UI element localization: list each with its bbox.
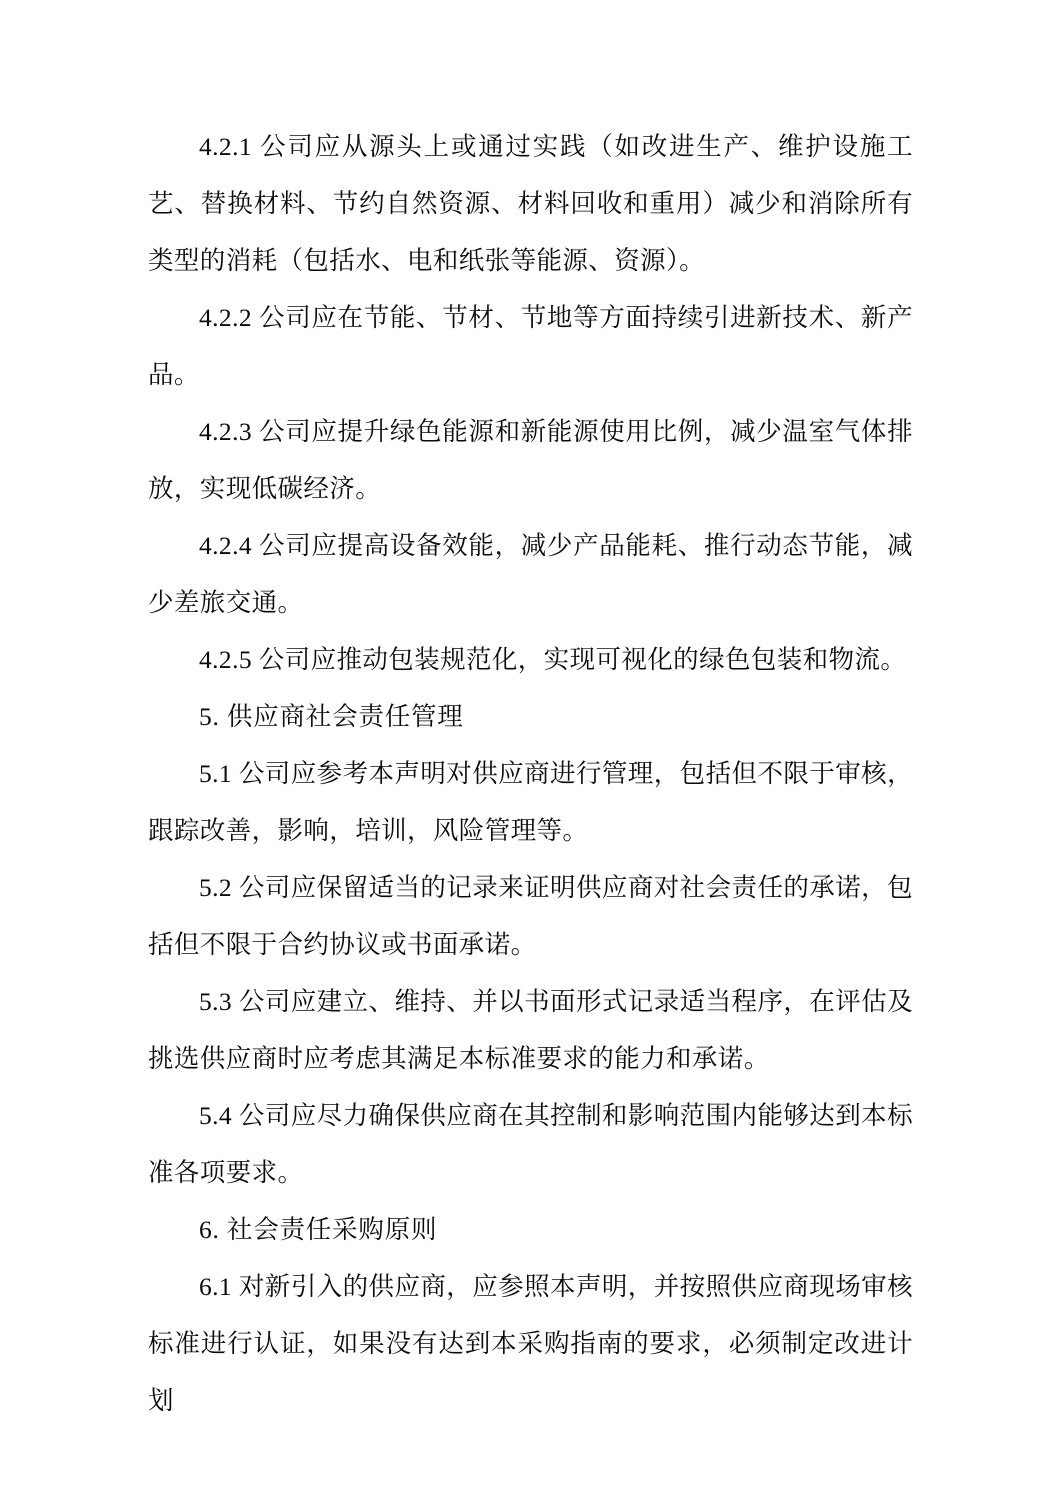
paragraph-5-4: 5.4 公司应尽力确保供应商在其控制和影响范围内能够达到本标准各项要求。 xyxy=(148,1101,913,1187)
paragraph-4-2-5: 4.2.5 公司应推动包装规范化，实现可视化的绿色包装和物流。 xyxy=(199,645,907,674)
paragraph-4-2-4: 4.2.4 公司应提高设备效能，减少产品能耗、推行动态节能，减少差旅交通。 xyxy=(148,531,913,617)
paragraph-4-2-3: 4.2.3 公司应提升绿色能源和新能源使用比例，减少温室气体排放，实现低碳经济。 xyxy=(148,417,913,503)
paragraph-5-2: 5.2 公司应保留适当的记录来证明供应商对社会责任的承诺，包括但不限于合约协议或书面承诺。 xyxy=(148,873,913,959)
paragraph-5-3: 5.3 公司应建立、维持、并以书面形式记录适当程序，在评估及挑选供应商时应考虑其满足本标准要求的能力和承诺。 xyxy=(148,987,913,1073)
paragraph-4-2-2: 4.2.2 公司应在节能、节材、节地等方面持续引进新技术、新产品。 xyxy=(148,303,913,389)
paragraph-5-1: 5.1 公司应参考本声明对供应商进行管理，包括但不限于审核，跟踪改善，影响，培训，风险管理等。 xyxy=(148,759,913,845)
paragraph-4-2-1: 4.2.1 公司应从源头上或通过实践（如改进生产、维护设施工艺、替换材料、节约自然资源、材料回收和重用）减少和消除所有类型的消耗（包括水、电和纸张等能源、资源）。 xyxy=(148,132,913,275)
heading-section-5: 5. 供应商社会责任管理 xyxy=(199,702,464,731)
page-body xyxy=(148,118,913,1429)
heading-section-6: 6. 社会责任采购原则 xyxy=(199,1215,438,1244)
paragraph-6-1: 6.1 对新引入的供应商，应参照本声明，并按照供应商现场审核标准进行认证，如果没有达到本采购指南的要求，必须制定改进计划 xyxy=(148,1272,913,1415)
